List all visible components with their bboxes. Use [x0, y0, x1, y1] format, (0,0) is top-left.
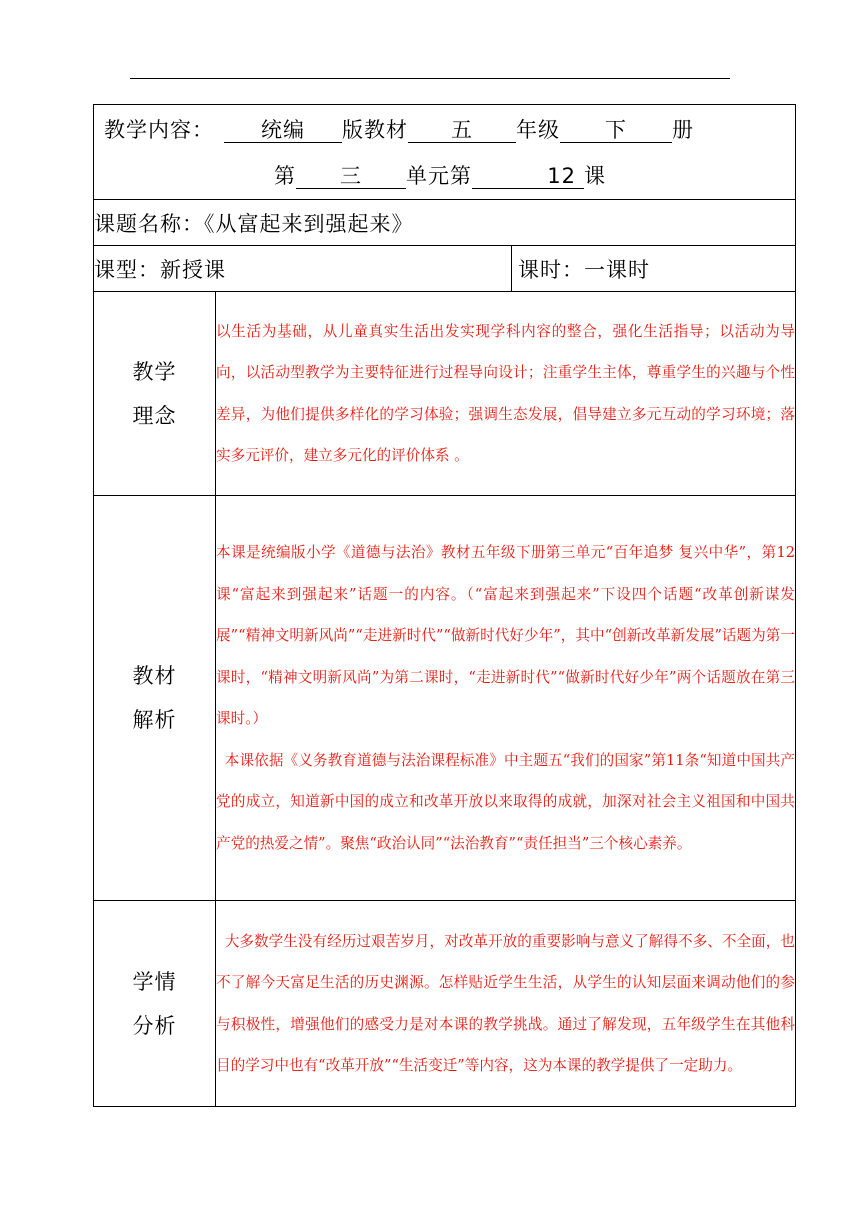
grade-suffix: 年级 [516, 118, 560, 142]
volume-field: 下 [560, 118, 672, 143]
section-label-line1: 教学 [132, 359, 177, 384]
lesson-field: 12 [472, 164, 584, 189]
topic-label: 课题名称： [94, 211, 204, 236]
teaching-content-line1 [94, 105, 795, 153]
header-rule [130, 78, 730, 79]
teaching-content-cell [94, 105, 796, 200]
lesson-suffix: 课 [584, 164, 606, 188]
section-body-philosophy [216, 292, 796, 496]
section-body-textbook [216, 496, 796, 901]
section-label-line1: 学情 [132, 969, 177, 994]
lesson-plan-table [93, 104, 796, 1107]
section-label-line2: 分析 [132, 1013, 177, 1038]
section-label-textbook [94, 496, 216, 901]
volume-suffix: 册 [672, 118, 694, 142]
lesson-period-value: 一课时 [584, 257, 650, 282]
section-label-students [94, 901, 216, 1107]
lesson-type-value: 新授课 [160, 257, 226, 282]
section-paragraph: 以生活为基础，从儿童真实生活出发实现学科内容的整合，强化生活指导；以活动为导向，以活动型教学为主要特征进行过程导向设计；注重学生主体，尊重学生的兴趣与个性差异，为他们提供多样化的学习体验；强调生态发展，倡导建立多元互动的学习环境；落实多元评价，建立多元化的评价体系 。 [216, 322, 796, 464]
edition-suffix: 版教材 [342, 118, 408, 142]
section-label-philosophy [94, 292, 216, 496]
unit-prefix: 第 [274, 164, 296, 188]
lesson-period-label: 课时： [518, 257, 584, 282]
topic-cell [94, 200, 796, 246]
section-paragraph: 本课依据《义务教育道德与法治课程标准》中主题五“我们的国家”第11条“知道中国共产党的成立，知道新中国的成立和改革开放以来取得的成就，加深对社会主义祖国和中国共产党的热爱之情”。聚焦“政治认同”“法治教育”“责任担当”三个核心素养。 [216, 751, 796, 852]
section-body-students [216, 901, 796, 1107]
unit-field: 三 [296, 164, 406, 189]
teaching-content-label: 教学内容： [104, 118, 214, 142]
teaching-content-row [94, 105, 796, 200]
edition-field: 统编 [224, 118, 342, 143]
section-label-line2: 解析 [132, 708, 177, 732]
section-row-textbook [94, 496, 796, 901]
lesson-period-cell [512, 246, 796, 292]
section-label-line2: 理念 [132, 403, 177, 428]
section-row-philosophy [94, 292, 796, 496]
section-paragraph: 大多数学生没有经历过艰苦岁月，对改革开放的重要影响与意义了解得不多、不全面，也不了解今天富足生活的历史渊源。怎样贴近学生生活，从学生的认知层面来调动他们的参与积极性，增强他们的感受力是对本课的教学挑战。通过了解发现，五年级学生在其他科目的学习中也有“改革开放”“生活变迁”等内容，这为本课的教学提供了一定助力。 [216, 932, 796, 1074]
section-row-students [94, 901, 796, 1107]
grade-field: 五 [408, 118, 516, 143]
topic-value: 《从富起来到强起来》 [204, 211, 414, 236]
topic-row [94, 200, 796, 246]
section-label-line1: 教材 [132, 664, 177, 688]
section-paragraph: 本课是统编版小学《道德与法治》教材五年级下册第三单元“百年追梦 复兴中华”，第12课“富起来到强起来”话题一的内容。（“富起来到强起来”下设四个话题“改革创新谋发展”“精神文明新风尚”“走进新时代”“做新时代好少年”，其中“创新改革新发展”话题为第一课时，“精神文明新风尚”为第二课时，“走进新时代”“做新时代好少年”两个话题放在第三课时。） [216, 544, 796, 727]
lesson-type-cell [94, 246, 512, 292]
unit-suffix: 单元第 [406, 164, 472, 188]
type-period-row [94, 246, 796, 292]
lesson-type-label: 课型： [94, 257, 160, 282]
teaching-content-line2 [94, 153, 795, 199]
